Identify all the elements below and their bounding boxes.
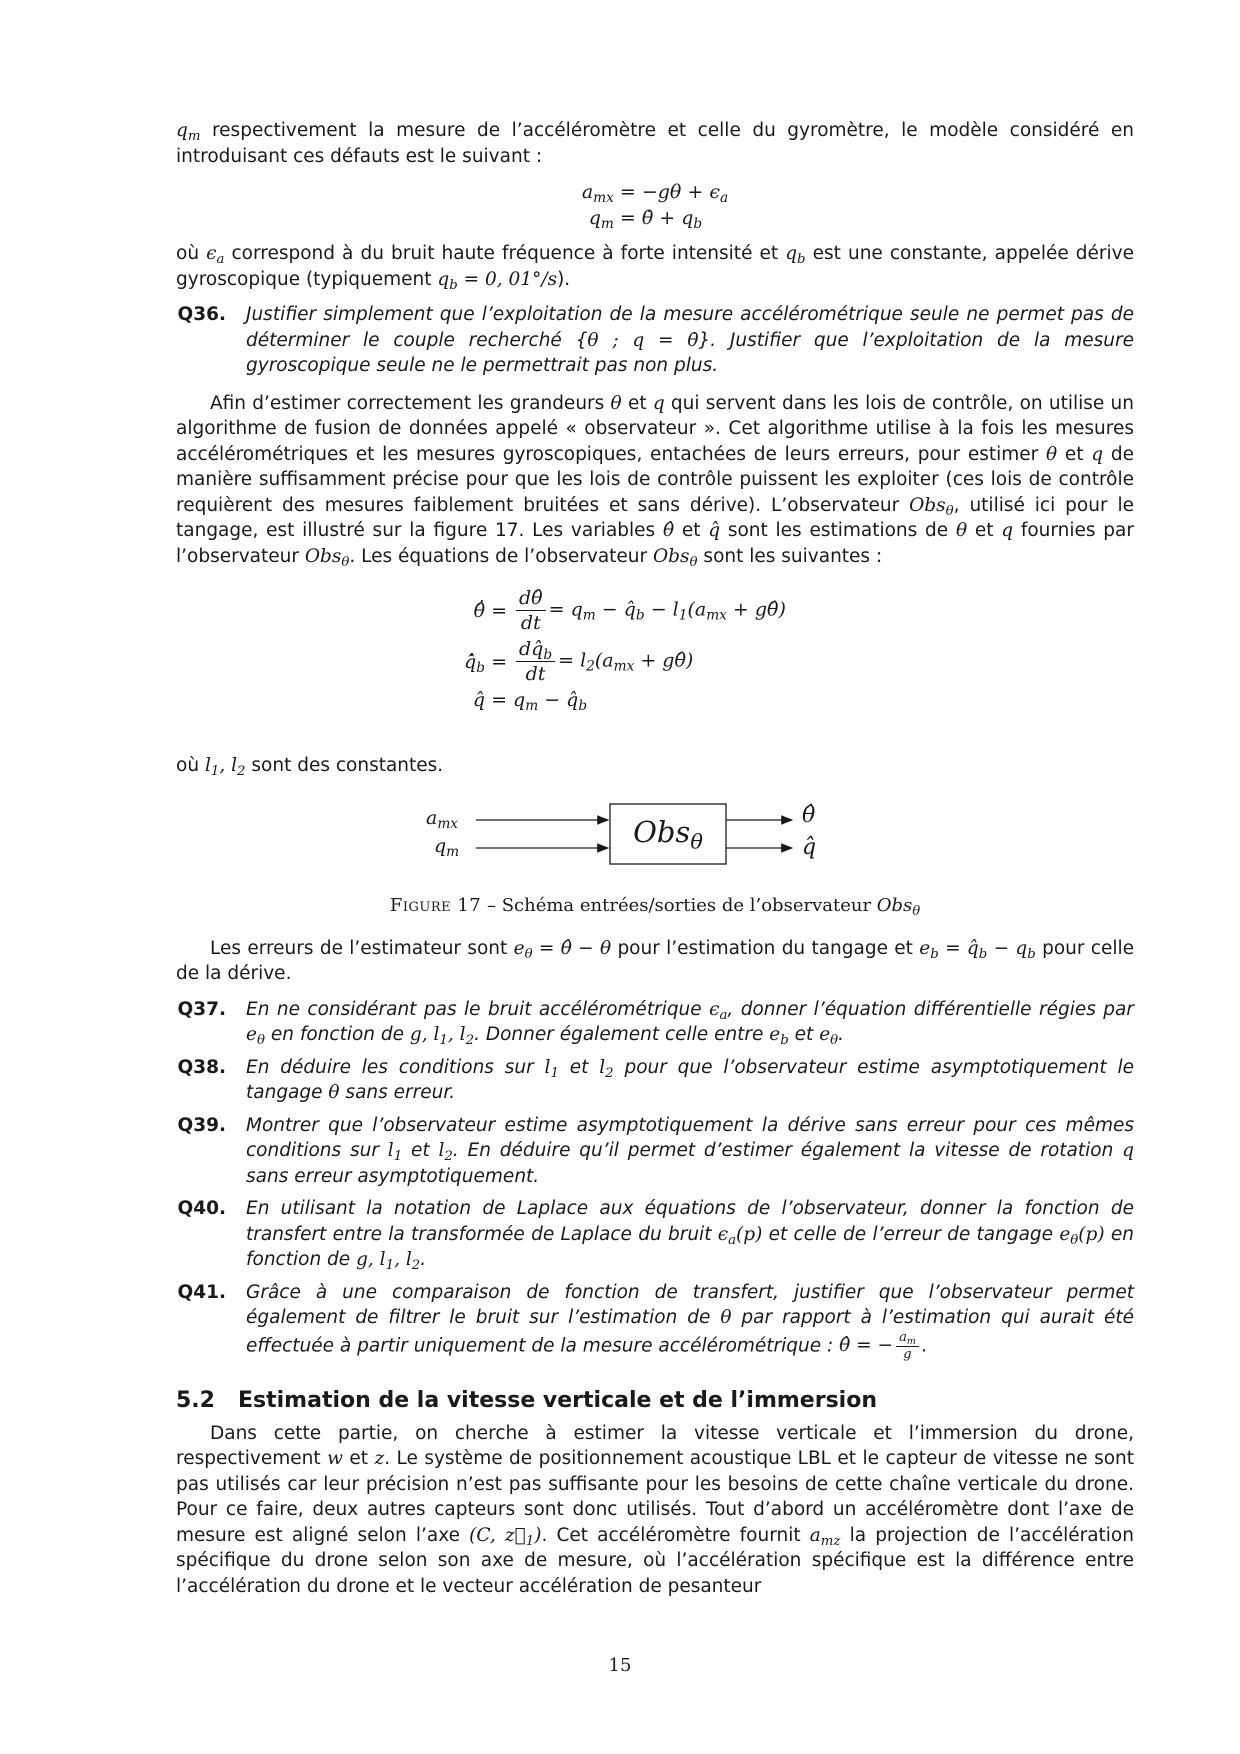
question-q39 — [176, 1113, 1134, 1190]
output-label-q: q̂ — [802, 834, 817, 860]
figure-17-caption: Figure 17 – Schéma entrées/sorties de l’observateur Obs$_\theta$ — [389, 894, 921, 919]
eq-theta-lhs: θ̂̇ = — [473, 599, 508, 622]
eq-accelerometer-lhs: $a_{mx}$ — [581, 181, 614, 207]
eq-accelerometer-rhs: = $-g\theta + \epsilon_a$ — [619, 181, 729, 207]
errors-paragraph: Les erreurs de l’estimateur sont $e_\theta$ = θ̂ − θ pour l’estimation du tangage et $e_b$ = $q̂_b - q_b$ pour celle de la dérive. — [176, 937, 1135, 984]
final-paragraph: Dans cette partie, on cherche à estimer la vitesse verticale et l’immersion du drone, respectivement w et z. Le système de positionnement acoustique LBL et le capteur de vitesse ne sont pas utilisés car leur précision n’est pas suffisante pour les besoins de cette chaîne verticale du drone. Pour ce faire, deux autres capteurs sont donc utilisés. Tout d’abord un accéléromètre dont l’axe de mesure est aligné selon l’axe (C, $z⃗_1$). Cet accéléromètre fournit $a_{mz}$ la projection de l’accélération spécifique du drone selon son axe de mesure, où l’accélération spécifique est la différence entre l’accélération du drone et le vecteur accélération de pesanteur — [176, 1422, 1135, 1597]
question-label: Q40. — [177, 1198, 226, 1219]
eq-q-lhs: q̂ = — [472, 689, 508, 711]
model-equations — [176, 179, 1134, 231]
eq-theta-rhs: $\frac{d\thetâ}{dt}$ = $q_m$ − $q̂_b - l_1(a_{mx}$ + gθ̂) — [513, 585, 786, 636]
question-text: Montrer que l’observateur estime asymptotiquement la dérive sans erreur pour ces mêmes conditions sur $l_1$ et $l_2$. En déduire qu’il permet d’estimer également la vitesse de rotation q sans erreur asymptotiquement. — [246, 1114, 1134, 1187]
section-heading — [176, 1388, 1134, 1413]
intro-paragraph: $q_m$ respectivement la mesure de l’accéléromètre et celle du gyromètre, le modèle considéré en introduisant ces défauts est le suivant : — [176, 120, 1134, 167]
question-label: Q37. — [177, 998, 226, 1020]
question-q38 — [176, 1055, 1134, 1106]
eq-gyrometer-lhs: $q_m$ — [588, 207, 614, 233]
page-number: 15 — [608, 1655, 632, 1676]
document-page — [176, 118, 1134, 1599]
question-text: En ne considérant pas le bruit accélérométrique $\epsilon_a$, donner l’équation différentielle régies par $e_\theta$ en fonction de g, $l_1$, $l_2$. Donner également celle entre $e_b$ et $e_\theta$. — [246, 998, 1134, 1048]
observer-paragraph: Afin d’estimer correctement les grandeurs θ et q qui servent dans les lois de contrôle, on utilise un algorithme de fusion de données appelé « observateur ». Cet algorithme utilise à la fois les mesures accélérométriques et les mesures gyroscopiques, entachées de leurs erreurs, pour estimer θ et q de manière suffisamment précise pour que les lois de contrôle puissent les exploiter (ces lois de contrôle requièrent des mesures faiblement bruitées et sans dérive). L’observateur Obs$_\theta$, utilisé ici pour le tangage, est illustré sur la figure 17. Les variables θ̂ et q̂ sont les estimations de θ et q fournies par l’observateur Obs$_\theta$. Les équations de l’observateur Obs$_\theta$ sont les suivantes : — [176, 392, 1135, 570]
question-label: Q41. — [177, 1281, 226, 1303]
output-label-theta: θ̂ — [802, 802, 816, 828]
constants-paragraph: où $l_1$, $l_2$ sont des constantes. — [176, 755, 444, 779]
question-text: Justifier simplement que l’exploitation de la mesure accélérométrique seule ne permet pas de déterminer le couple recherché {θ ; q = θ̇}. Justifier que l’exploitation de la mesure gyroscopique seule ne le permettrait pas non plus. — [246, 304, 1135, 376]
question-q40 — [176, 1196, 1134, 1273]
question-q37 — [176, 997, 1134, 1048]
figure-17-diagram — [176, 793, 1134, 875]
question-label: Q38. — [177, 1056, 226, 1078]
eq-drift-lhs: $q̂̇_b$ = — [464, 650, 508, 676]
question-label: Q36. — [177, 304, 226, 325]
eq-q-rhs: $q_m$ − $q̂_b$ — [513, 689, 588, 715]
question-text: En utilisant la notation de Laplace aux équations de l’observateur, donner la fonction de transfert entre la transformée de Laplace du bruit $\epsilon_a(p)$ et celle de l’erreur de tangage $e_\theta(p)$ en fonction de g, $l_1$, $l_2$. — [246, 1198, 1134, 1273]
eq-gyrometer-rhs: = θ̇ + $q_b$ — [619, 207, 703, 233]
noise-paragraph: où $\epsilon_a$ correspond à du bruit haute fréquence à forte intensité et $q_b$ est une constante, appelée dérive gyroscopique (typiquement $q_b = 0$, 01°/s). — [176, 243, 1134, 293]
input-label-qm: $q_m$ — [434, 834, 460, 860]
question-text: Grâce à une comparaison de fonction de transfert, justifier que l’observateur permet également de filtrer le bruit sur l’estimation de θ par rapport à l’estimation qui aurait été effectuée à partir uniquement de la mesure accélérométrique : θ̂ = − $\frac{a_m}{g}$ . — [246, 1281, 1135, 1362]
eq-drift-rhs: $\frac{dq̂_b}{dt}$ = $l_2(a_{mx}$ + gθ̂) — [513, 636, 786, 687]
observer-block-label: Obs$_\theta$ — [633, 814, 703, 853]
question-q36 — [176, 302, 1134, 379]
question-label: Q39. — [177, 1114, 226, 1136]
question-q41 — [176, 1280, 1134, 1362]
section-number: 5.2 — [176, 1387, 215, 1413]
section-title: Estimation de la vitesse verticale et de l’immersion — [238, 1387, 877, 1413]
math-qm: $q_m$ — [176, 120, 201, 144]
question-text: En déduire les conditions sur $l_1$ et $l_2$ pour que l’observateur estime asymptotiquement le tangage θ sans erreur. — [246, 1056, 1134, 1103]
input-label-amx: $a_{mx}$ — [426, 806, 459, 832]
observer-equations — [116, 585, 1134, 713]
